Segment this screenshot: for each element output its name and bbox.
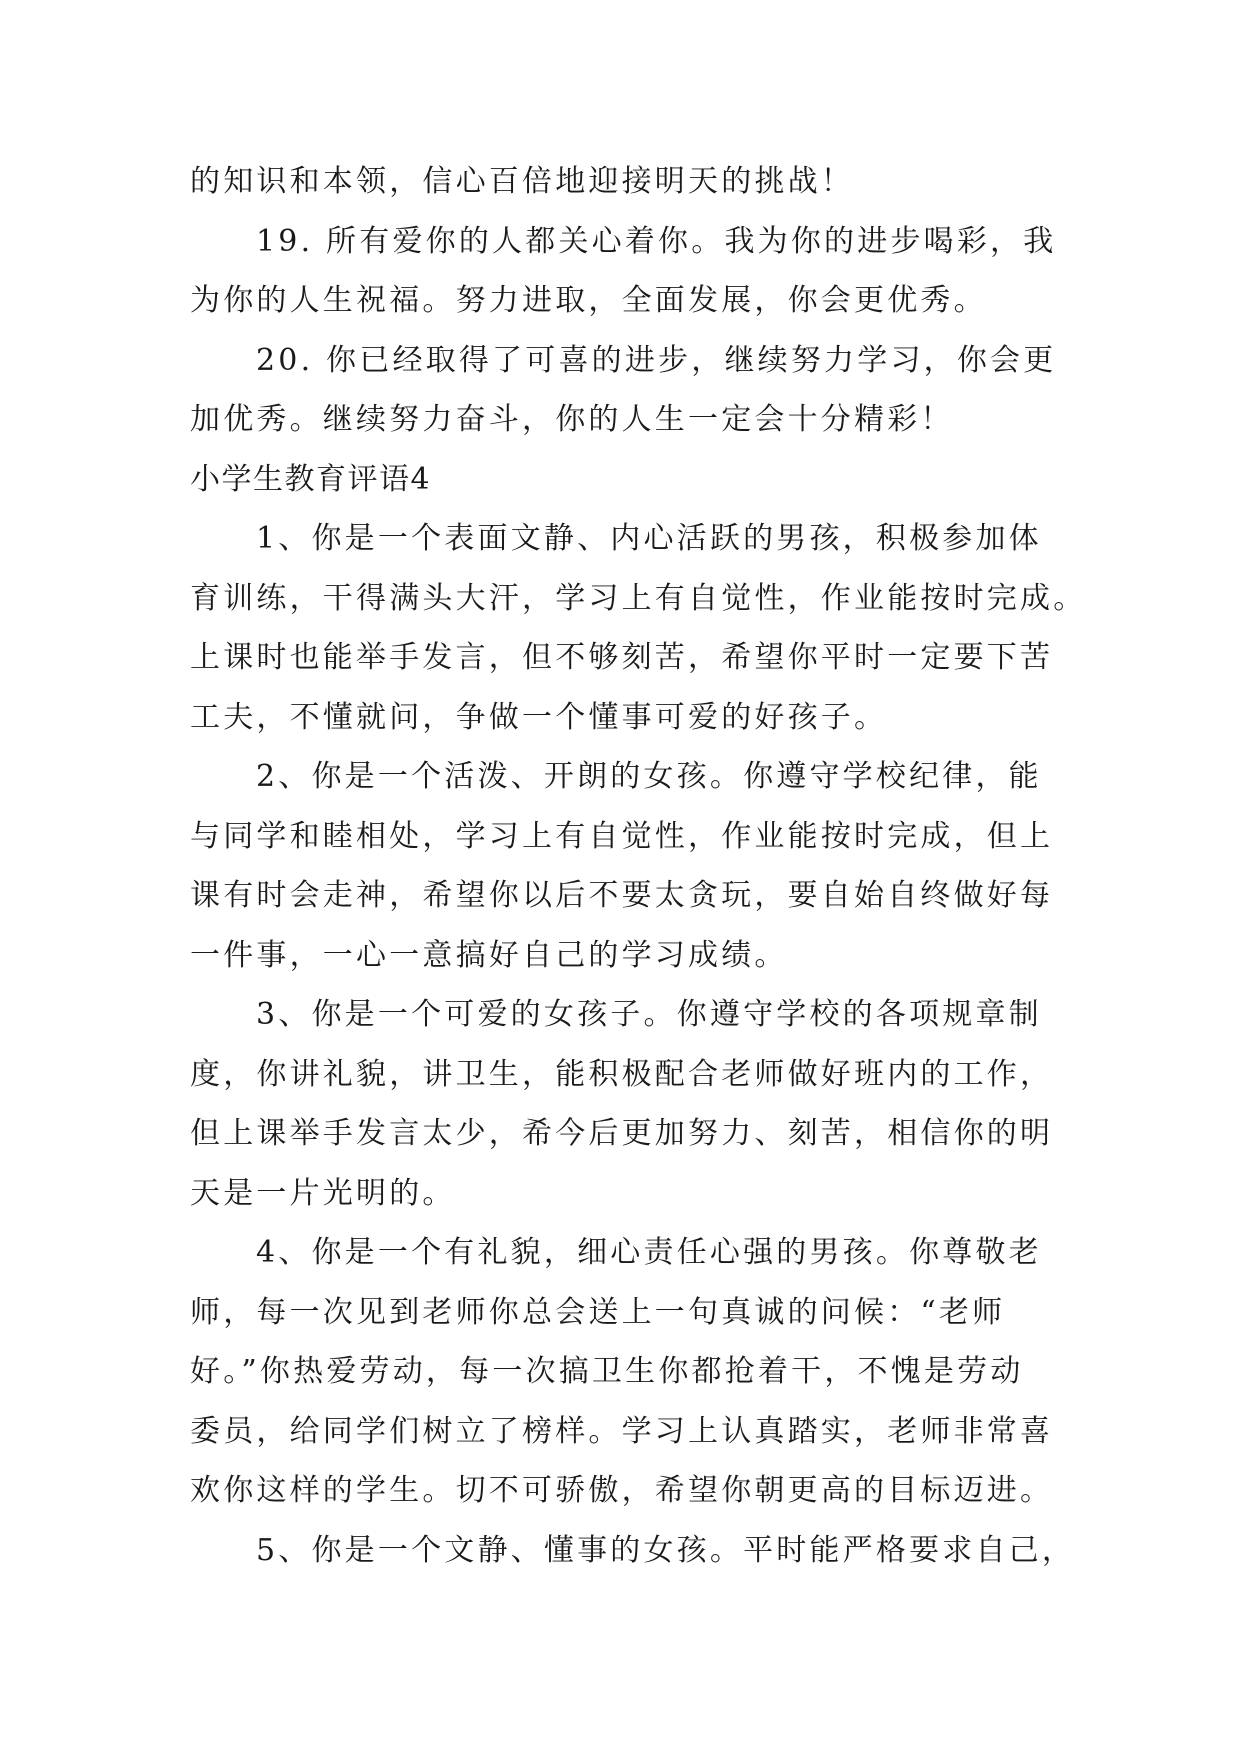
paragraph-start-2: 2、你是一个活泼、开朗的女孩。你遵守学校纪律，能 [256, 759, 1042, 794]
text-line: 课有时会走神，希望你以后不要太贪玩，要自始自终做好每 [190, 878, 1054, 913]
text-line: 一件事，一心一意搞好自己的学习成绩。 [190, 937, 788, 973]
text-line: 的知识和本领，信心百倍地迎接明天的挑战！ [190, 164, 854, 199]
text-line: 度，你讲礼貌，讲卫生，能积极配合老师做好班内的工作， [190, 1056, 1054, 1092]
text-line: 师，每一次见到老师你总会送上一句真诚的问候：“老师 [190, 1294, 1006, 1330]
text-line: 好。”你热爱劳动，每一次搞卫生你都抢着干，不愧是劳动 [190, 1354, 1024, 1389]
text-line: 育训练，干得满头大汗，学习上有自觉性，作业能按时完成。 [190, 580, 1087, 616]
text-line: 加优秀。继续努力奋斗，你的人生一定会十分精彩！ [190, 402, 954, 437]
paragraph-start-3: 3、你是一个可爱的女孩子。你遵守学校的各项规章制 [256, 997, 1042, 1032]
paragraph-start-4: 4、你是一个有礼貌，细心责任心强的男孩。你尊敬老 [256, 1235, 1042, 1270]
text-line: 上课时也能举手发言，但不够刻苦，希望你平时一定要下苦 [190, 640, 1054, 675]
paragraph-start-1: 1、你是一个表面文静、内心活跃的男孩，积极参加体 [256, 521, 1042, 556]
text-line: 天是一片光明的。 [190, 1175, 456, 1211]
section-heading: 小学生教育评语4 [190, 461, 432, 497]
document-body [190, 152, 1087, 1580]
text-line: 委员，给同学们树立了榜样。学习上认真踏实，老师非常喜 [190, 1413, 1054, 1449]
paragraph-start-20: 20. 你已经取得了可喜的进步，继续努力学习，你会更 [256, 342, 1057, 378]
text-line: 与同学和睦相处，学习上有自觉性，作业能按时完成，但上 [190, 818, 1054, 854]
paragraph-start-19: 19. 所有爱你的人都关心着你。我为你的进步喝彩，我 [256, 223, 1057, 259]
paragraph-start-5: 5、你是一个文静、懂事的女孩。平时能严格要求自己， [256, 1532, 1076, 1568]
text-line: 但上课举手发言太少，希今后更加努力、刻苦，相信你的明 [190, 1116, 1054, 1151]
text-line: 为你的人生祝福。努力进取，全面发展，你会更优秀。 [190, 283, 987, 318]
text-line: 欢你这样的学生。切不可骄傲，希望你朝更高的目标迈进。 [190, 1473, 1054, 1508]
text-line: 工夫，不懂就问，争做一个懂事可爱的好孩子。 [190, 699, 888, 735]
